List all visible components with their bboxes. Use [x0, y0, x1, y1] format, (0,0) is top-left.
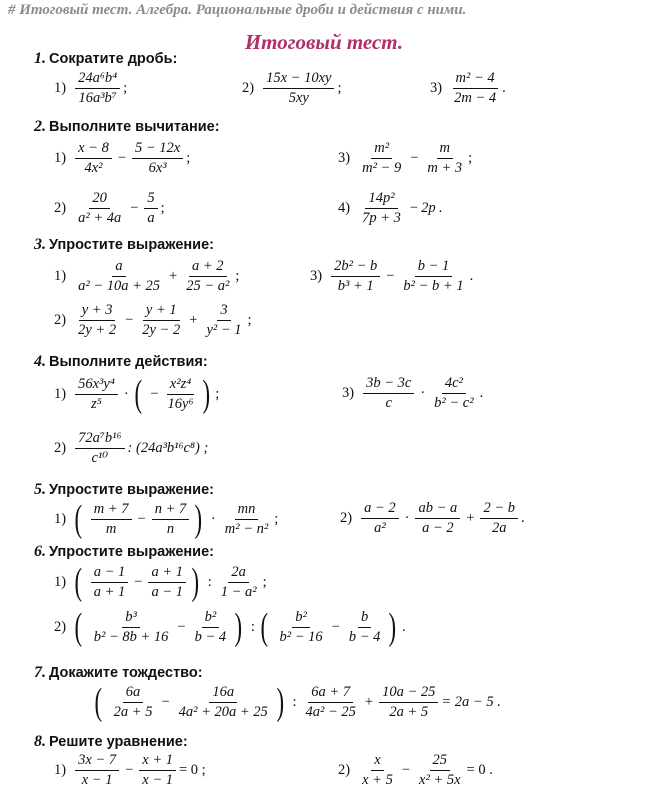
denominator: b² − 16	[279, 628, 323, 645]
numerator: 10a − 25	[379, 684, 438, 703]
punctuation: ;	[262, 573, 267, 590]
fraction	[277, 609, 326, 646]
left-paren: (	[74, 498, 83, 540]
numerator: 14p²	[365, 190, 397, 209]
numerator: 56x³y⁴	[75, 376, 118, 395]
denominator: 2y − 2	[142, 322, 181, 338]
fraction	[424, 140, 465, 177]
fraction	[303, 684, 359, 721]
operator: +	[169, 268, 178, 284]
operator: −	[386, 268, 395, 284]
numerator: 3x − 7	[75, 752, 119, 771]
operator: :	[207, 573, 212, 590]
task-text: Упростите выражение:	[49, 482, 214, 498]
numerator: a	[112, 258, 125, 277]
task-7-heading	[34, 664, 203, 682]
exercise-label: 3)	[310, 268, 323, 284]
denominator: 2a + 5	[389, 703, 429, 720]
numerator: b − 1	[415, 258, 453, 277]
numerator: m²	[371, 140, 392, 159]
term: : (24a³b¹⁶c⁸) ;	[127, 440, 209, 456]
operator: ·	[210, 510, 216, 527]
fraction	[176, 684, 271, 721]
numerator: x²z⁴	[167, 376, 194, 395]
punctuation: ;	[274, 510, 279, 527]
numerator: m + 7	[91, 501, 132, 520]
operator: :	[292, 693, 297, 710]
numerator: 2a	[228, 564, 249, 583]
term: = 0 .	[466, 762, 493, 778]
fraction	[359, 190, 404, 227]
task-2-heading	[34, 118, 220, 136]
exercise-label: 1)	[54, 268, 67, 284]
task-3-heading	[34, 236, 214, 254]
operator: ·	[420, 385, 426, 401]
denominator: b² − c²	[434, 395, 474, 411]
task-number: 6.	[34, 543, 46, 560]
exercise-4-2	[54, 430, 211, 467]
task-8-heading	[34, 733, 188, 751]
fraction	[203, 302, 244, 339]
left-paren: (	[260, 606, 268, 648]
exercise-4-3	[342, 375, 486, 412]
fraction	[431, 375, 476, 412]
denominator: c¹⁰	[91, 450, 109, 466]
fraction	[152, 501, 190, 538]
task-number: 5.	[34, 481, 46, 498]
fraction	[75, 430, 124, 467]
denominator: b² − 8b + 16	[93, 628, 169, 645]
denominator: a² − 10a + 25	[78, 278, 161, 294]
fraction	[91, 501, 132, 538]
operator: −	[137, 510, 146, 527]
fraction	[75, 302, 119, 339]
exercise-2-1	[54, 140, 193, 177]
denominator: 4x²	[84, 160, 103, 176]
task-text: Решите уравнение:	[49, 734, 188, 750]
fraction	[75, 376, 118, 413]
exercise-label: 2)	[340, 510, 353, 526]
fraction	[75, 140, 112, 177]
denominator: y² − 1	[206, 322, 242, 338]
numerator: a − 2	[361, 500, 399, 519]
numerator: 24a⁶b⁴	[75, 70, 120, 89]
exercise-3-1	[54, 258, 242, 295]
task-number: 4.	[34, 353, 46, 370]
denominator: m	[105, 520, 117, 537]
numerator: 15x − 10xy	[263, 70, 334, 89]
exercise-1-2	[242, 70, 344, 107]
exercise-6-1	[54, 563, 270, 601]
fraction	[359, 140, 404, 177]
exercise-4-1	[54, 375, 222, 413]
exercise-6-2	[54, 608, 409, 646]
denominator: 25 − a²	[186, 278, 230, 294]
numerator: 6a + 7	[308, 684, 353, 703]
numerator: x − 8	[75, 140, 112, 159]
denominator: a	[147, 210, 155, 226]
denominator: a − 2	[422, 520, 454, 536]
numerator: 25	[430, 752, 451, 771]
fraction	[75, 190, 124, 227]
operator: −	[125, 762, 134, 778]
denominator: a²	[374, 520, 386, 536]
punctuation: ;	[123, 80, 128, 96]
operator: ·	[123, 385, 129, 402]
task-text: Выполните действия:	[49, 354, 208, 370]
numerator: 5	[144, 190, 157, 209]
fraction	[139, 302, 183, 339]
right-paren: )	[202, 373, 210, 415]
numerator: 5 − 12x	[132, 140, 183, 159]
denominator: a + 1	[93, 583, 126, 600]
denominator: x − 1	[142, 772, 173, 788]
punctuation: .	[402, 618, 406, 635]
exercise-label: 1)	[54, 573, 67, 590]
exercise-label: 3)	[342, 385, 355, 401]
exercise-7	[92, 683, 504, 721]
denominator: z⁵	[91, 395, 102, 412]
task-text: Упростите выражение:	[49, 237, 214, 253]
operator: −	[401, 762, 411, 778]
numerator: mn	[235, 501, 259, 520]
exercise-5-1	[54, 500, 281, 538]
denominator: x² + 5x	[419, 772, 461, 788]
punctuation: ;	[186, 150, 191, 166]
denominator: 4a² + 20a + 25	[178, 703, 268, 720]
denominator: 2a	[491, 520, 507, 536]
exercise-label: 2)	[54, 618, 67, 635]
exercise-label: 1)	[54, 150, 67, 166]
fraction	[75, 70, 120, 107]
denominator: 2a + 5	[113, 703, 153, 720]
punctuation: .	[502, 80, 506, 96]
punctuation: ;	[247, 312, 252, 328]
exercise-2-4	[338, 190, 445, 227]
denominator: 16a³b⁷	[78, 90, 117, 106]
operator: −	[117, 150, 127, 166]
numerator: n + 7	[152, 501, 190, 520]
exercise-8-1	[54, 752, 209, 789]
operator: −	[134, 573, 143, 590]
task-text: Выполните вычитание:	[49, 119, 220, 135]
fraction	[480, 500, 518, 537]
numerator: b	[358, 609, 371, 628]
denominator: a − 1	[151, 583, 184, 600]
denominator: 4a² − 25	[305, 703, 356, 720]
numerator: b²	[202, 609, 220, 628]
numerator: 2 − b	[480, 500, 518, 519]
denominator: b − 4	[194, 628, 227, 645]
exercise-1-1	[54, 70, 130, 107]
right-paren: )	[194, 498, 203, 540]
exercise-5-2	[340, 500, 528, 537]
punctuation: ;	[235, 268, 240, 284]
denominator: n	[166, 520, 175, 537]
fraction	[331, 258, 380, 295]
exercise-label: 2)	[338, 762, 351, 778]
exercise-1-3	[430, 70, 509, 107]
denominator: 1 − a²	[220, 583, 257, 600]
operator: −	[125, 312, 134, 328]
right-paren: )	[388, 606, 397, 648]
fraction	[363, 375, 414, 412]
fraction	[75, 752, 119, 789]
exercise-label: 3)	[430, 80, 443, 96]
numerator: 4c²	[442, 375, 466, 394]
left-paren: (	[74, 561, 83, 603]
denominator: x + 5	[362, 772, 393, 788]
fraction	[451, 70, 499, 107]
numerator: x	[371, 752, 383, 771]
numerator: a + 1	[148, 564, 186, 583]
operator: +	[189, 312, 198, 328]
operator: −	[150, 385, 159, 402]
numerator: y + 1	[143, 302, 180, 321]
denominator: a² + 4a	[78, 210, 122, 226]
denominator: 2y + 2	[78, 322, 117, 338]
task-5-heading	[34, 481, 214, 499]
left-paren: (	[134, 373, 142, 415]
exercise-label: 2)	[54, 440, 67, 456]
exercise-2-2	[54, 190, 168, 227]
operator: +	[364, 693, 374, 710]
punctuation: ;	[337, 80, 342, 96]
left-paren: (	[74, 606, 83, 648]
fraction	[132, 140, 183, 177]
fraction	[165, 376, 197, 413]
denominator: b² − b + 1	[403, 278, 464, 294]
task-6-heading	[34, 543, 214, 561]
fraction	[139, 752, 176, 789]
operator: −	[410, 150, 419, 166]
numerator: 72a⁷b¹⁶	[75, 430, 124, 449]
fraction	[263, 70, 334, 107]
denominator: 2m − 4	[454, 90, 497, 106]
numerator: m	[437, 140, 453, 159]
exercise-label: 2)	[54, 312, 67, 328]
numerator: 3b − 3c	[363, 375, 414, 394]
fraction	[91, 609, 172, 646]
numerator: ab − a	[415, 500, 460, 519]
fraction	[148, 564, 186, 601]
fraction	[222, 501, 271, 538]
denominator: 16y⁶	[167, 395, 194, 412]
numerator: a − 1	[91, 564, 129, 583]
denominator: c	[385, 395, 392, 411]
right-paren: )	[234, 606, 243, 648]
operator: ·	[404, 510, 410, 526]
fraction	[192, 609, 230, 646]
header-line: # Итоговый тест. Алгебра. Рациональные дроби и действия с ними.	[8, 2, 467, 18]
left-paren: (	[94, 681, 103, 723]
denominator: 7p + 3	[362, 210, 401, 226]
fraction	[400, 258, 466, 295]
operator: −	[409, 200, 419, 216]
exercise-2-3	[338, 140, 475, 177]
exercise-label: 1)	[54, 762, 67, 778]
operator: −	[130, 200, 139, 216]
operator: −	[177, 618, 186, 635]
fraction	[379, 684, 438, 721]
fraction	[416, 752, 464, 789]
fraction	[218, 564, 260, 601]
fraction	[183, 258, 232, 295]
numerator: m² − 4	[453, 70, 498, 89]
task-number: 2.	[34, 118, 46, 135]
numerator: 20	[89, 190, 110, 209]
denominator: 6x³	[148, 160, 167, 176]
term: 2p	[421, 200, 436, 216]
fraction	[111, 684, 156, 721]
numerator: 2b² − b	[331, 258, 380, 277]
punctuation: .	[479, 385, 484, 401]
task-text: Сократите дробь:	[49, 51, 178, 67]
exercise-label: 4)	[338, 200, 351, 216]
fraction	[361, 500, 399, 537]
operator: +	[466, 510, 475, 526]
punctuation: .	[521, 510, 525, 526]
numerator: b³	[122, 609, 140, 628]
fraction	[91, 564, 129, 601]
term: = 0 ;	[179, 762, 206, 778]
denominator: m² − 9	[362, 160, 402, 176]
denominator: x − 1	[81, 772, 113, 788]
fraction	[144, 190, 157, 227]
operator: −	[161, 693, 170, 710]
punctuation: .	[438, 200, 443, 216]
punctuation: .	[469, 268, 474, 284]
numerator: 6a	[123, 684, 144, 703]
numerator: a + 2	[189, 258, 227, 277]
denominator: b − 4	[348, 628, 381, 645]
fraction	[75, 258, 163, 295]
right-paren: )	[191, 561, 200, 603]
denominator: 5xy	[288, 90, 309, 106]
exercise-label: 1)	[54, 80, 67, 96]
task-number: 7.	[34, 664, 46, 681]
denominator: m² − n²	[224, 520, 269, 537]
operator: −	[331, 618, 340, 635]
numerator: y + 3	[79, 302, 116, 321]
punctuation: ;	[160, 200, 165, 216]
punctuation: ;	[468, 150, 473, 166]
task-text: Докажите тождество:	[49, 665, 203, 681]
document-title: Итоговый тест.	[244, 30, 404, 54]
denominator: b³ + 1	[337, 278, 374, 294]
exercise-label: 2)	[242, 80, 255, 96]
numerator: x + 1	[139, 752, 176, 771]
operator: :	[250, 618, 255, 635]
punctuation: ;	[215, 385, 220, 402]
term: = 2a − 5 .	[441, 693, 501, 710]
task-1-heading	[34, 50, 177, 68]
task-number: 1.	[34, 50, 46, 67]
numerator: 3	[217, 302, 230, 321]
task-number: 3.	[34, 236, 46, 253]
exercise-3-2	[54, 302, 255, 339]
exercise-label: 1)	[54, 510, 67, 527]
task-text: Упростите выражение:	[49, 544, 214, 560]
exercise-label: 3)	[338, 150, 351, 166]
right-paren: )	[276, 681, 284, 723]
task-number: 8.	[34, 733, 46, 750]
denominator: m + 3	[427, 160, 463, 176]
exercise-8-2	[338, 752, 496, 789]
exercise-label: 1)	[54, 385, 67, 402]
numerator: b²	[292, 609, 310, 628]
task-4-heading	[34, 353, 208, 371]
fraction	[415, 500, 460, 537]
exercise-label: 2)	[54, 200, 67, 216]
numerator: 16a	[209, 684, 237, 703]
fraction	[346, 609, 384, 646]
fraction	[359, 752, 396, 789]
exercise-3-3	[310, 258, 476, 295]
